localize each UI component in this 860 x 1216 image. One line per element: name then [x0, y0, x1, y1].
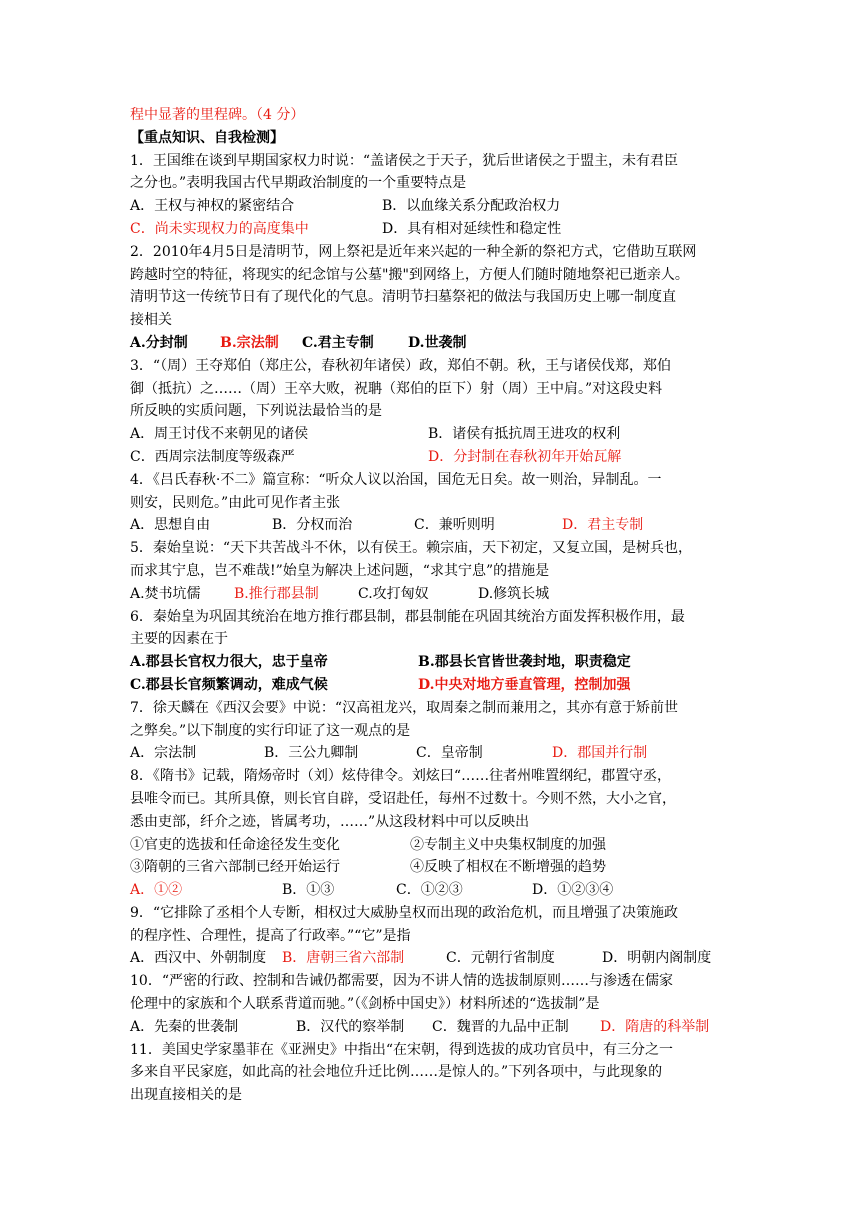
- question-3-line-1: 3．“（周）王夺郑伯（郑庄公，春秋初年诸侯）政，郑伯不朝。秋，王与诸侯伐郑，郑伯: [130, 357, 672, 374]
- question-9-option-c: C．元朝行省制度: [446, 950, 555, 967]
- question-6: [130, 606, 740, 697]
- exam-page: [130, 104, 740, 1107]
- question-1-option-d: D．具有相对延续性和稳定性: [382, 220, 562, 237]
- question-5-line-2: 而求其宁息，岂不难哉!”始皇为解决上述问题，“求其宁息”的措施是: [130, 562, 550, 579]
- question-10-line-1: 10．“严密的行政、控制和告诫仍都需要，因为不讲人情的选拔制原则……与渗透在儒家: [130, 973, 673, 990]
- question-11-line-3: 出现直接相关的是: [130, 1087, 242, 1104]
- question-9-line-2: 的程序性、合理性，提高了行政率。”“它”是指: [130, 927, 411, 944]
- question-10-option-d-answer: D．隋唐的科举制: [600, 1018, 710, 1035]
- question-3-option-b: B．诸侯有抵抗周王进攻的权利: [428, 426, 621, 443]
- question-1-option-a: A．王权与神权的紧密结合: [130, 198, 295, 215]
- question-6-option-d-answer: D.中央对地方垂直管理，控制加强: [418, 676, 631, 693]
- question-10-option-c: C．魏晋的九品中正制: [432, 1018, 569, 1035]
- question-7-option-b: B．三公九卿制: [264, 745, 359, 762]
- question-8-statements-row-2: [130, 856, 740, 879]
- question-8-option-d: D．①②③④: [532, 882, 614, 899]
- question-4-options: [130, 514, 740, 537]
- question-3-line-3: 所反映的实质问题，下列说法最恰当的是: [130, 403, 382, 420]
- question-4-line-1: 4．《吕氏春秋·不二》篇宣称：“听众人议以治国，国危无日矣。故一则治，异制乱。一: [130, 471, 662, 488]
- question-8-statement-4: ④反映了相权在不断增强的趋势: [410, 859, 606, 876]
- question-6-line-1: 6．秦始皇为巩固其统治在地方推行郡县制，郡县制能在巩固其统治方面发挥积极作用，最: [130, 608, 685, 625]
- question-6-line-2: 主要的因素在于: [130, 631, 228, 648]
- question-2-line-3: 清明节这一传统节日有了现代化的气息。清明节扫墓祭祀的做法与我国历史上哪一制度直: [130, 289, 676, 306]
- question-9-option-d: D．明朝内阁制度: [602, 950, 712, 967]
- question-4-line-2: 则安，民则危。”由此可见作者主张: [130, 494, 341, 511]
- question-7: [130, 697, 740, 765]
- question-5-line-1: 5．秦始皇说：“天下共苦战斗不休，以有侯王。赖宗庙，天下初定，又复立国，是树兵也，: [130, 540, 693, 557]
- intro-tail: 程中显著的里程碑。（4 分）: [130, 107, 305, 123]
- question-8-options: [130, 879, 740, 902]
- question-2-line-1: 2．2010年4月5日是清明节，网上祭祀是近年来兴起的一种全新的祭祀方式，它借助互联网: [130, 243, 697, 260]
- question-9-line-1: 9．“它排除了丞相个人专断，相权过大威胁皇权而出现的政治危机，而且增强了决策施政: [130, 904, 679, 921]
- question-2-option-a: A.分封制: [130, 334, 188, 351]
- question-1-option-c-answer: C．尚未实现权力的高度集中: [130, 220, 309, 237]
- question-2-line-4: 接相关: [130, 312, 172, 329]
- question-4-option-b: B．分权而治: [272, 517, 353, 534]
- question-4: [130, 469, 740, 537]
- question-5-option-c: C.攻打匈奴: [358, 585, 429, 602]
- question-1: [130, 150, 740, 241]
- question-5-option-d: D.修筑长城: [478, 585, 550, 602]
- question-10-options: [130, 1016, 740, 1039]
- question-1-line-2: 之分也。”表明我国古代早期政治制度的一个重要特点是: [130, 175, 467, 192]
- question-10-option-b: B．汉代的察举制: [296, 1018, 405, 1035]
- question-3-line-2: 御（抵抗）之……（周）王卒大败，祝聃（郑伯的臣下）射（周）王中肩。”对这段史料: [130, 380, 663, 397]
- question-8-option-c: C．①②③: [396, 882, 463, 899]
- question-2-option-d: D.世袭制: [408, 334, 467, 351]
- question-4-option-a: A．思想自由: [130, 517, 211, 534]
- question-2-option-b-answer: B.宗法制: [220, 334, 279, 351]
- question-7-line-1: 7．徐天麟在《西汉会要》中说：“汉高祖龙兴，取周秦之制而兼用之，其亦有意于矫前世: [130, 699, 679, 716]
- question-8: [130, 765, 740, 902]
- question-9-option-a: A．西汉中、外朝制度: [130, 950, 267, 967]
- question-5-option-a: A.焚书坑儒: [130, 585, 201, 602]
- question-8-option-a-answer: A．①②: [130, 882, 183, 899]
- question-8-line-1: 8．《隋书》记载，隋炀帝时（刘）炫侍律令。刘炫曰“……往者州唯置纲纪，郡置守丞，: [130, 768, 672, 785]
- question-2-options: [130, 332, 740, 355]
- question-1-options-row-1: [130, 195, 740, 218]
- question-3-option-a: A．周王讨伐不来朝见的诸侯: [130, 426, 309, 443]
- question-5-option-b-answer: B.推行郡县制: [234, 585, 319, 602]
- question-7-option-c: C．皇帝制: [416, 745, 483, 762]
- question-11-line-2: 多来自平民家庭，如此高的社会地位升迁比例……是惊人的。”下列各项中，与此现象的: [130, 1064, 663, 1081]
- question-3: [130, 355, 740, 469]
- section-title: 【重点知识、自我检测】: [130, 129, 284, 146]
- question-1-line-1: 1．王国维在谈到早期国家权力时说：“盖诸侯之于天子，犹后世诸侯之于盟主，未有君臣: [130, 152, 679, 169]
- question-1-option-b: B．以血缘关系分配政治权力: [382, 198, 561, 215]
- question-2: [130, 241, 740, 355]
- question-2-line-2: 跨越时空的特征，将现实的纪念馆与公墓"搬"到网络上，方便人们随时随地祭祀已逝亲人。: [130, 266, 689, 283]
- question-10-line-2: 伦理中的家族和个人联系背道而驰。”（《剑桥中国史》）材料所述的“选拔制”是: [130, 996, 600, 1013]
- question-7-option-d-answer: D．郡国并行制: [552, 745, 648, 762]
- question-7-option-a: A．宗法制: [130, 745, 197, 762]
- question-5-options: [130, 583, 740, 606]
- question-2-option-c: C.君主专制: [302, 334, 374, 351]
- question-3-option-d-answer: D．分封制在春秋初年开始瓦解: [428, 448, 622, 465]
- question-8-statement-1: ①官吏的选拔和任命途径发生变化: [130, 836, 340, 853]
- question-6-option-a: A.郡县长官权力很大，忠于皇帝: [130, 654, 328, 671]
- question-4-option-c: C．兼听则明: [414, 517, 495, 534]
- question-6-option-b: B.郡县长官皆世袭封地，职责稳定: [418, 654, 631, 671]
- question-6-option-c: C.郡县长官频繁调动，难成气候: [130, 676, 328, 693]
- question-1-options-row-2: [130, 218, 740, 241]
- question-3-options-row-2: [130, 446, 740, 469]
- question-8-statements-row-1: [130, 834, 740, 857]
- question-6-options-row-1: [130, 651, 740, 674]
- question-8-statement-3: ③隋朝的三省六部制已经开始运行: [130, 859, 340, 876]
- question-7-line-2: 之弊矣。”以下制度的实行印证了这一观点的是: [130, 722, 411, 739]
- question-9-options: [130, 947, 740, 970]
- question-10-option-a: A．先秦的世袭制: [130, 1018, 239, 1035]
- question-8-line-2: 县唯令而已。其所具僚，则长官自辟，受诏赴任，每州不过数十。今则不然，大小之官，: [130, 790, 676, 807]
- question-9: [130, 902, 740, 970]
- question-10: [130, 970, 740, 1038]
- question-8-statement-2: ②专制主义中央集权制度的加强: [410, 836, 606, 853]
- question-3-option-c: C．西周宗法制度等级森严: [130, 448, 295, 465]
- question-11-line-1: 11．美国史学家墨菲在《亚洲史》中指出“在宋朝，得到选拔的成功官员中，有三分之一: [130, 1041, 673, 1058]
- question-9-option-b-answer: B．唐朝三省六部制: [282, 950, 405, 967]
- question-7-options: [130, 742, 740, 765]
- question-6-options-row-2: [130, 674, 740, 697]
- question-8-option-b: B．①③: [282, 882, 335, 899]
- question-5: [130, 537, 740, 605]
- question-3-options-row-1: [130, 423, 740, 446]
- question-4-option-d-answer: D．君主专制: [562, 517, 644, 534]
- question-8-line-3: 悉由吏部，纤介之迹，皆属考功，……”从这段材料中可以反映出: [130, 813, 530, 830]
- question-11: [130, 1039, 740, 1107]
